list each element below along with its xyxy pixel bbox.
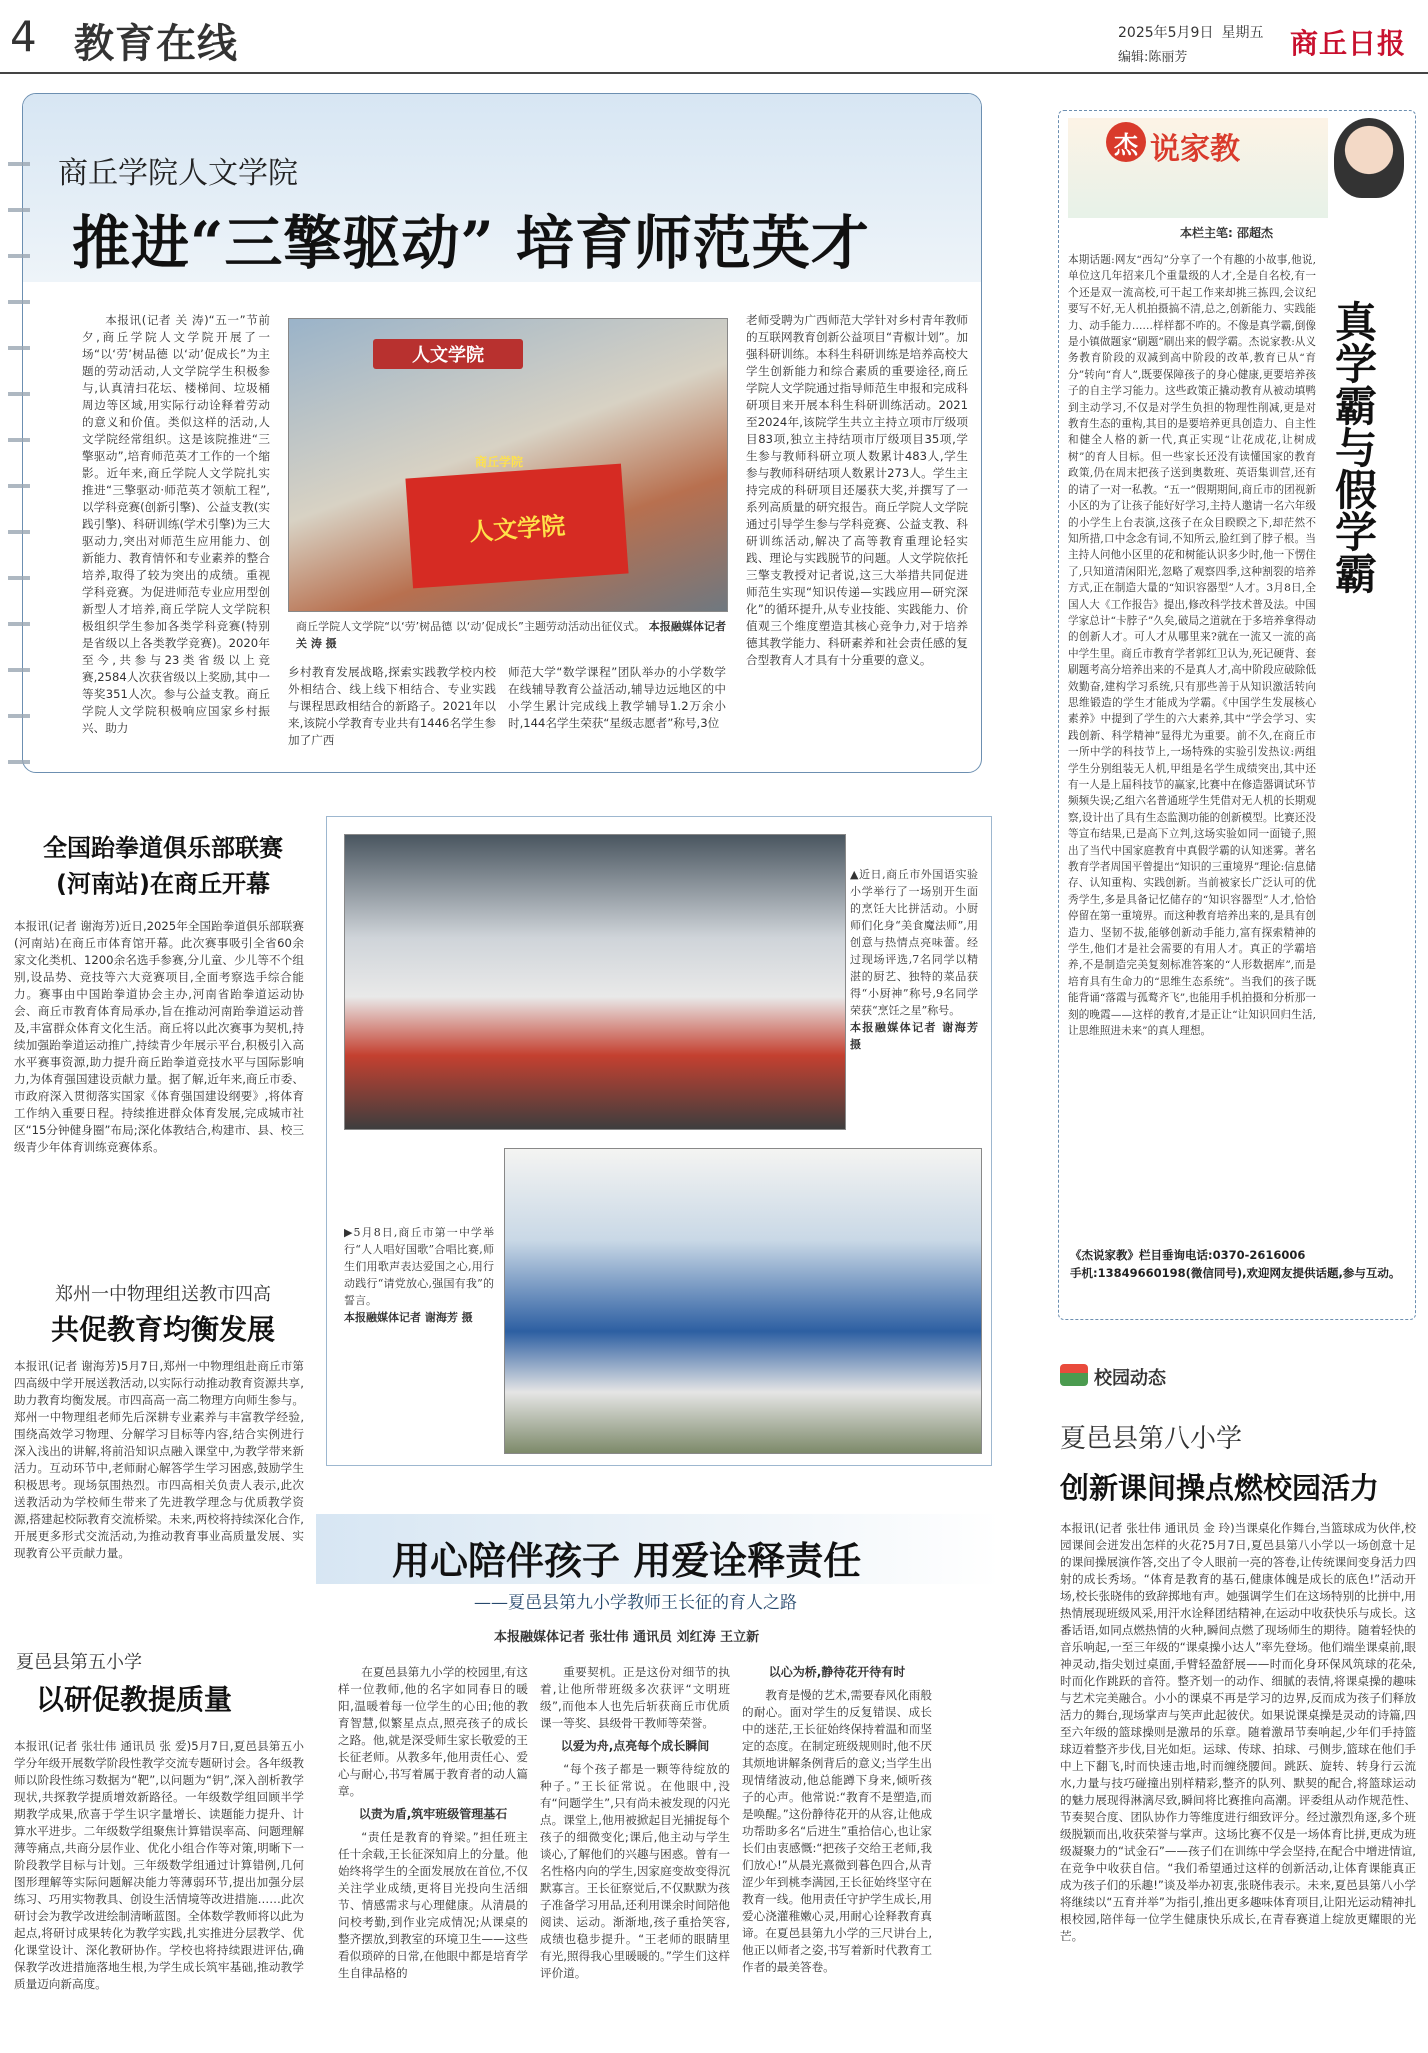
header-date-block [1118, 22, 1298, 65]
lead-col3: 师范大学“数学课程”团队举办的小学数学在线辅导教育公益活动,辅导边远地区的中小学生累计完成线上教学辅导1.2万余小时,144名学生荣获“星级志愿者”称号,3位 [508, 665, 726, 730]
section-title: 教育在线 [74, 21, 238, 67]
column-logo [1068, 118, 1328, 218]
lead-col4: 老师受聘为广西师范大学针对乡村青年教师的互联网教育创新公益项目“青椒计划”。加强科研训练。本科生科研训练是培养高校大学生创新能力和综合素质的重要途径,商丘学院人文学院通过指导师范生申报和完成科研项目来开展本科生科研训练活动。2021至2024年,该院学生共立主持立项市厅级项目83项,独立主持结项市厅级项目35项,学生参与教师科研立项人数累计483人,学生参与教师科研结项人数累计273人。学生主持完成的科研项目还屡获大奖,并撰写了一系列高质量的研究报告。商丘学院人文学院通过引导学生参与学科竞赛、公益支教、科研训练活动,解决了高等教育重理论轻实践、理论与实践脱节的问题。人文学院依托三擎支教授对记者说,这三大举措共同促进师范生实现“知识传递—实践应用—研究深化”的循环提升,从专业技能、实践能力、价值观三个维度塑造其核心竞争力,对于培养德其教学能力、科研素养和社会责任感的复合型教育人才具有十分重要的意义。 [746, 313, 968, 667]
taekwondo-title: 全国跆拳道俱乐部联赛 (河南站)在商丘开幕 [43, 834, 283, 898]
physics-kicker: 郑州一中物理组送教市四高 [55, 1284, 271, 1305]
feature-byline: 本报融媒体记者 张壮伟 通讯员 刘红涛 王立新 [494, 1630, 760, 1645]
column-title: 真学霸与假学霸 [1329, 300, 1378, 594]
physics-body: 本报讯(记者 谢海芳)5月7日,郑州一中物理组赴商丘市第四高级中学开展送教活动,以实际行动推动教育资源共享,助力教育均衡发展。市四高高一高二物理方向师生参与。郑州一中物理组老师先后深耕专业素养与丰富教学经验,围绕高效学习物理、分解学习目标等内容,结合实例进行深入浅出的讲解,将前沿知识点融入课堂中,为教学带来新活力。互动环节中,老师耐心解答学生学习困惑,鼓励学生积极思考。现场氛围热烈。市四高相关负责人表示,此次送教活动为学校师生带来了先进教学理念与优质教学资源,搭建起校际教育交流桥梁。未来,两校将持续深化合作,开展更多形式交流活动,为推动教育事业高质量发展、实现教育公平贡献力量。 [14, 1359, 304, 1560]
lead-photo-caption: 商丘学院人文学院“以‘劳’树品德 以‘动’促成长”主题劳动活动出征仪式。 本报融媒体记者 关 涛 摄 [296, 620, 726, 650]
binding-rings [8, 140, 30, 780]
red-flag: 人文学院 [405, 464, 628, 589]
lead-photo [288, 318, 728, 612]
flag-corner-text: 商丘学院 [475, 455, 524, 469]
xiayi5-body: 本报讯(记者 张壮伟 通讯员 张 爱)5月7日,夏邑县第五小学分年级开展数学阶段性教学交流专题研讨会。各年级教师以阶段性练习数据为“靶”,以问题为“钥”,深入剖析教学现状,共探教学提质增效新路径。一年级数学组回顾半学期教学成果,欣喜于学生识字量增长、读题能力提升、计算水平进步。二年级数学组聚焦计算错误率高、问题理解薄等痛点,共商分层作业、优化小组合作等对策,明晰下一阶段教学目标与计划。三年级数学组通过计算错例,几何图形理解等实际问题解决能力等薄弱环节,提出加强分层练习、巧用实物教具、创设生活情境等改进措施……此次研讨会为教学改进绘制清晰蓝图。全体数学教师将以此为起点,将研讨成果转化为教学实践,扎实推进分层教学、优化课堂设计、深化教研协作。学校也将持续跟进评估,确保教学改进措施落地生根,为学生成长筑牢基础,推动教学质量迈向新高度。 [14, 1739, 304, 1991]
feature-title: 用心陪伴孩子 用爱诠释责任 [392, 1538, 862, 1583]
header-rule [0, 72, 1428, 74]
lead-col1: 本报讯(记者 关 涛)“五一”节前夕,商丘学院人文学院开展了一场“以‘劳’树品德 以‘动’促成长”为主题的劳动活动,人文学院学生积极参与,认真清扫花坛、楼梯间、垃圾桶周边等区域,用实际行动诠释着劳动的意义和价值。类似这样的活动,人文学院经常组织。这是该院推进“三擎驱动”,培育师范英才工作的一个缩影。近年来,商丘学院人文学院扎实推进“三擎驱动·师范英才领航工程”,以学科竞赛(创新引擎)、公益支教(实践引擎)、科研训练(学术引擎)为三大驱动力,突出对师范生应用能力、创新能力、教育情怀和专业素养的整合培养,取得了较为突出的成绩。重视学科竞赛。为促进师范专业应用型创新型人才培养,商丘学院人文学院积极组织学生参加各类学科竞赛(特别是省级以上各类教学竞赛)。2020年至今,共参与23类省级以上竞赛,2584人次获省级以上奖励,其中一等奖351人次。参与公益支教。商丘学院人文学院积极响应国家乡村振兴、助力 [82, 313, 270, 735]
campus-label: 校园动态 [1094, 1368, 1166, 1389]
header-weekday: 星期五 [1221, 25, 1264, 41]
feature-subtitle: ——夏邑县第九小学教师王长征的育人之路 [474, 1593, 797, 1613]
campus-title: 创新课间操点燃校园活力 [1060, 1471, 1380, 1505]
header-date: 2025年5月9日 [1118, 25, 1214, 41]
feature-subhead-1: 以责为盾,筑牢班级管理基石 [358, 1807, 508, 1821]
choir-caption: ▶5月8日,商丘市第一中学举行“人人唱好国歌”合唱比赛,师生们用歌声表达爱国之心,用行动践行“请党放心,强国有我”的誓言。 本报融媒体记者 谢海芳 摄 [344, 1226, 494, 1324]
cooking-caption: ▲近日,商丘市外国语实验小学举行了一场别开生面的烹饪大比拼活动。小厨师们化身“美食魔法师”,用创意与热情点亮味蕾。经过现场评选,7名同学以精湛的厨艺、独特的菜品获得“小厨神”称号,9名同学荣获“烹饪之星”称号。 本报融媒体记者 谢海芳 摄 [850, 868, 978, 1051]
lead-kicker: 商丘学院人文学院 [58, 156, 298, 191]
column-logo-badge: 杰 [1106, 122, 1146, 162]
feature-col3: 以心为桥,静待花开待有时 教育是慢的艺术,需要春风化雨般的耐心。面对学生的反复错误、成长中的迷茫,王长征始终保持着温和而坚定的态度。在制定班级规则时,他不厌其烦地讲解条例背后的意义;当学生出现情绪波动,他总能蹲下身来,倾听孩子的心声。他常说:“教育不是塑造,而是唤醒。”这份静待花开的从容,让他成功帮助多名“后进生”重拾信心,也让家长们由衷感慨:“把孩子交给王老师,我们放心!”从晨光熹微到暮色四合,从青涩少年到桃李满园,王长征始终坚守在教育一线。他用责任守护学生成长,用爱心浇灌稚嫩心灵,用耐心诠释教育真谛。在夏邑县第九小学的三尺讲台上,他正以师者之姿,书写着新时代教育工作者的最美答卷。 [742, 1665, 932, 1974]
cooking-photo [344, 834, 846, 1130]
feature-subhead-2: 以爱为舟,点亮每个成长瞬间 [560, 1739, 710, 1753]
campus-body: 本报讯(记者 张壮伟 通讯员 金 玲)当课桌化作舞台,当篮球成为伙伴,校园课间会迸发出怎样的火花?5月7日,夏邑县第八小学以一场创意十足的课间操展演作答,交出了令人眼前一亮的答卷,让传统课间变身活力四射的成长秀场。“体育是教育的基石,健康体魄是成长的底色!”活动开场,校长张晓伟的致辞掷地有声。她强调学生们在这场特别的比拼中,用热情展现班级风采,用汗水诠释团结精神,在运动中收获快乐与成长。这番话语,如同点燃热情的火种,瞬间点燃了现场师生的期待。随着轻快的音乐响起,一至三年级的“课桌操小达人”率先登场。他们端坐课桌前,眼神灵动,指尖划过桌面,手臂轻盈舒展——时而化身环保风筑球的花朵,时而化作跳跃的音符。整齐划一的动作、细腻的表情,将课桌操的趣味与艺术完美融合。小小的课桌不再是学习的边界,反而成为孩子们释放活力的舞台,现场掌声与笑声此起彼伏。如果说课桌操是灵动的诗篇,四至六年级的篮球操则是激昂的乐章。随着激昂节奏响起,少年们手持篮球迈着整齐步伐,目光如炬。运球、传球、拍球、弓侧步,篮球在他们手中上下翻飞,时而快速击地,时而缠绕腰间。跳跃、旋转、转身行云流水,力量与技巧碰撞出别样精彩,整齐的队列、默契的配合,将篮球运动的魅力展现得淋漓尽致,瞬间将比赛推向高潮。评委组从动作规范性、节奏契合度、团队协作力等维度进行细致评分。经过激烈角逐,多个班级脱颖而出,收获荣誉与掌声。这场比赛不仅是一场体育比拼,更成为班级凝聚力的“试金石”——孩子们在训练中学会坚持,在配合中增进情谊,在竞争中收获自信。“我们希望通过这样的创新活动,让体育课能真正成为孩子们的乐趣!”谈及举办初衷,张晓伟表示。未来,夏邑县第八小学将继续以“五育并举”为指引,推出更多趣味体育项目,让阳光运动精神扎根校园,陪伴每一位学生健康快乐成长,在青春赛道上绽放更耀眼的光芒。 [1060, 1521, 1416, 1943]
campus-icon [1060, 1364, 1088, 1386]
taekwondo-body: 本报讯(记者 谢海芳)近日,2025年全国跆拳道俱乐部联赛(河南站)在商丘市体育馆开幕。此次赛事吸引全省60余家文化类机、1200余名选手参赛,分儿童、少儿等不个组别,设品势、竞技等六大竞赛项目,全面考察选手综合能力。赛事由中国跆拳道协会主办,河南省跆拳道运动协会、商丘市教育体育局承办,旨在推动河南跆拳道运动普及,丰富群众体育文化生活。商丘将以此次赛事为契机,持续加强跆拳道运动推广,持续青少年展示平台,积极引入高水平赛事资源,助力提升商丘跆拳道竞技水平与国际影响力,为体育强国建设贡献力量。据了解,近年来,商丘市委、市政府深入贯彻落实国家《体育强国建设纲要》,将体育工作纳入重要日程。持续推进群众体育发展,完成城市社区“15分钟健身圈”布局;深化体教结合,构建市、县、校三级青少年体育训练竞赛体系。 [14, 919, 304, 1154]
header-editor: 编辑:陈丽芳 [1118, 50, 1188, 65]
building-sign: 人文学院 [373, 339, 523, 369]
feature-col2: 重要契机。正是这份对细节的执着,让他所带班级多次获评“文明班级”,而他本人也先后斩获商丘市优质课一等奖、县级骨干教师等荣誉。 以爱为舟,点亮每个成长瞬间 “每个孩子都是一颗等待绽放的种子。”王长征常说。在他眼中,没有“问题学生”,只有尚未被发现的闪光点。课堂上,他用被掀起目光捕捉每个孩子的细微变化;课后,他主动与学生谈心,了解他们的兴趣与困惑。曾有一名性格内向的学生,因家庭变故变得沉默寡言。王长征察觉后,不仅默默为孩子准备学习用品,还利用课余时间陪他阅读、运动。渐渐地,孩子重拾笑容,成绩也稳步提升。“王老师的眼睛里有光,照得我心里暖暖的。”学生们这样评价道。 [540, 1665, 730, 1980]
column-logo-title: 说家教 [1150, 132, 1240, 167]
choir-photo [504, 1148, 982, 1454]
paper-logo: 商丘日报 [1290, 27, 1407, 60]
page-number: 4 [10, 12, 37, 61]
column-hotline: 《杰说家教》栏目垂询电话:0370-2616006 手机:13849660198(微信同号),欢迎网友提供话题,参与互动。 [1070, 1248, 1401, 1280]
lead-headline: 推进“三擎驱动” 培育师范英才 [72, 209, 870, 277]
lead-col2: 乡村教育发展战略,探索实践教学校内校外相结合、线上线下相结合、专业实践与课程思政相结合的新路子。2021年以来,该院小学教育专业共有1446名学生参加了广西 [288, 665, 496, 747]
author-portrait [1334, 118, 1404, 198]
feature-col1: 在夏邑县第九小学的校园里,有这样一位教师,他的名字如同春日的暖阳,温暖着每一位学生的心田;他的教育智慧,似繁星点点,照亮孩子的成长之路。他,就是深受师生家长敬爱的王长征老师。从教多年,他用责任心、爱心与耐心,书写着属于教育者的动人篇章。 以责为盾,筑牢班级管理基石 “责任是教育的脊梁。”担任班主任十余载,王长征深知肩上的分量。他始终将学生的全面发展放在首位,不仅关注学业成绩,更将目光投向生活细节、情感需求与心理健康。从清晨的问校考勤,到作业完成情况;从课桌的整齐摆放,到教室的环境卫生——这些看似琐碎的日常,在他眼中都是培育学生自律品格的 [338, 1665, 528, 1980]
column-body: 本期话题:网友“西勾”分享了一个有趣的小故事,他说,单位这几年招来几个重量级的人才,全是自名校,有一个还是双一流高校,可干起工作来却挑三拣四,会议纪要写不好,无人机拍摄搞不清,总之,创新能力、实践能力、动手能力……样样都不咋的。不像是真学霸,倒像是小镇做题家“刷题”刷出来的假学霸。杰说家教:从义务教育阶段的双减到高中阶段的改革,教育已从“育分”转向“育人”,既要保障孩子的身心健康,更要培养孩子的自主学习能力。这些政策正撬动教育从被动填鸭到主动学习,不仅是对学生负担的物理性削减,更是对教育生态的重构,其目的是要培养更具创造力、自主性和健全人格的新一代,真正实现“让花成花,让树成树”的育人目标。但一些家长还没有读懂国家的教育政策,仍在周末把孩子送到奥数班、英语集训营,还有的请了一对一私教。“五一”假期期间,商丘市的团视新小区的为了让孩子能好好学习,主持人邀请一名六年级的小学生上台表演,这孩子在众目睽睽之下,却茫然不知所措,口中念念有词,不知所云,脸红到了脖子根。当主持人问他小区里的花和树能认识多少时,他一下愣住了,只知道清闲阳光,忽略了观察四季,这种割裂的培养方式,正在制造大量的“知识容器型”人才。3月8日,全国人大《工作报告》提出,修改科学技术普及法。中国学家总计“卡脖子”久矣,破局之道就在于多培养拿得动的创新人才。可人才从哪里来?就在一流又一流的高中学生里。商丘市教育学者郭红卫认为,死记硬背、套刷题考高分培养出来的不是真人才,高中阶段应破除低效勤奋,建构学习系统,只有那些善于从知识激活转向思维锻造的学生才能成为学霸。《中国学生发展核心素养》中提到了学生的六大素养,其中“学会学习、实践创新、科学精神”显得尤为重要。前不久,在商丘市一所中学的科技节上,一场特殊的实验引发热议:两组学生分别组装无人机,甲组是名学生成绩突出,其中还有一人是上届科技节的赢家,比赛中在修造器调试环节频频失误;乙组六名普通班学生凭借对无人机的长期观察,设计出了具有生态监测功能的创新模型。比赛还没等宣布结果,已是高下立判,这场实验如同一面镜子,照出了当代中国家庭教育中真假学霸的认知迷雾。著名教育学者周国平曾提出“知识的三重境界”理论:信息储存、认知重构、实践创新。当前被家长广泛认可的优秀学生,多是具备记忆储存的“知识容器型”人才,恰恰停留在第一重境界。而这种教育培养出来的,是具有创造力、坚韧不拔,能够创新动手能力,富有探索精神的学生,他们才是社会需要的有用人才。真正的学霸培养,不是制造完美复刻标准答案的“人形数据库”,而是培育具有生命力的“思维生态系统”。当我们的孩子既能背诵“落霞与孤鹜齐飞”,也能用手机拍摄和分析那一刻的晚霞——这样的教育,才是正让“让知识回归生活,让思维照进未来”的真人理想。 [1068, 254, 1316, 1038]
feature-subhead-3: 以心为桥,静待花开待有时 [768, 1665, 906, 1679]
campus-kicker: 夏邑县第八小学 [1060, 1424, 1243, 1454]
xiayi5-title: 以研促教提质量 [36, 1683, 233, 1716]
xiayi5-kicker: 夏邑县第五小学 [16, 1652, 142, 1673]
column-host: 本栏主笔: 邵超杰 [1180, 226, 1273, 240]
physics-title: 共促教育均衡发展 [50, 1313, 275, 1346]
